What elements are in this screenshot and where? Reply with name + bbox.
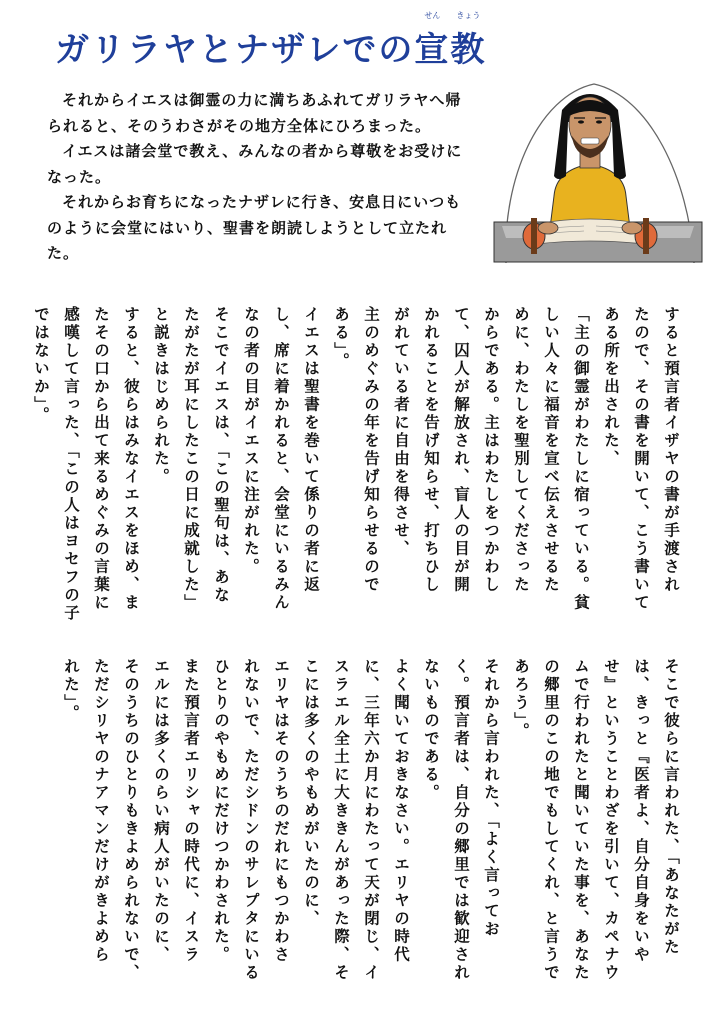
text-column: ある所を出された、 xyxy=(602,306,620,468)
jesus-reading-scroll-icon xyxy=(484,78,712,278)
text-column: ムで行われたと聞いていた事を、あなた xyxy=(572,658,590,982)
text-column: そこでイエスは、「この聖句は、あな xyxy=(212,306,230,605)
text-column: また預言者エリシャの時代に、イスラ xyxy=(182,658,200,964)
intro-paragraph: イエスは諸会堂で教え、みんなの者から尊敬をお受けになった。 xyxy=(47,142,463,186)
ruby-kyou: きょう xyxy=(456,11,481,20)
intro-paragraphs xyxy=(47,88,472,267)
text-column: 「主の御霊がわたしに宿っている。貧 xyxy=(572,306,590,612)
intro-paragraph: それからイエスは御霊の力に満ちあふれてガリラヤへ帰られると、そのうわさがその地方全体にひろまった。 xyxy=(47,91,462,135)
title-text: ガリラヤとナザレでの xyxy=(55,30,415,70)
text-column: に、三年六か月にわたって天が閉じ、イ xyxy=(362,658,380,982)
title-char-sen: 宣 xyxy=(414,30,451,70)
text-column: 主のめぐみの年を告げ知らせるので xyxy=(362,306,380,594)
text-column: エルには多くのらい病人がいたのに、 xyxy=(152,658,170,964)
text-column: すると預言者イザヤの書が手渡され xyxy=(662,306,680,594)
text-column: たので、その書を開いて、こう書いて xyxy=(632,306,650,612)
text-column: イエスは聖書を巻いて係りの者に返 xyxy=(302,306,320,594)
page-title xyxy=(55,11,487,70)
text-column: すると、彼らはみなイエスをほめ、ま xyxy=(122,306,140,612)
ruby-sen: せん xyxy=(424,11,441,20)
text-column: からである。主はわたしをつかわし xyxy=(482,306,500,594)
text-column: れないで、ただシドンのサレプタにいる xyxy=(242,658,260,982)
text-column: たがたが耳にしたこの日に成就した」 xyxy=(182,306,200,612)
text-column: めに、わたしを聖別してくださった xyxy=(512,306,530,594)
text-column: ではないか」。 xyxy=(32,306,50,425)
text-column: し、席に着かれると、会堂にいるみん xyxy=(272,306,290,612)
text-column: しい人々に福音を宣べ伝えさせるた xyxy=(542,306,560,594)
text-column: かれることを告げ知らせ、打ちひし xyxy=(422,306,440,594)
text-column: ただシリヤのナアマンだけがきよめら xyxy=(92,658,110,964)
text-column: よく聞いておきなさい。エリヤの時代 xyxy=(392,658,410,964)
text-column: ひとりのやもめにだけつかわされた。 xyxy=(212,658,230,964)
text-column: せ』ということわざを引いて、カペナウ xyxy=(602,658,620,982)
text-column: なの者の目がイエスに注がれた。 xyxy=(242,306,260,576)
text-column: て、囚人が解放され、盲人の目が開 xyxy=(452,306,470,594)
text-column: たその口から出て来るめぐみの言葉に xyxy=(92,306,110,612)
intro-paragraph: それからお育ちになったナザレに行き、安息日にいつものように会堂にはいり、聖書を朗読しようとして立たれた。 xyxy=(47,193,462,262)
text-column: れた」。 xyxy=(62,658,80,723)
text-column: ないものである。 xyxy=(422,658,440,802)
text-column: ある」。 xyxy=(332,306,350,371)
text-column: それから言われた、「よく言ってお xyxy=(482,658,500,939)
title-kanji-sen xyxy=(414,11,451,71)
text-column: そこで彼らに言われた、「あなたがた xyxy=(662,658,680,957)
text-column: は、きっと『医者よ、自分自身をいや xyxy=(632,658,650,964)
text-column: く。預言者は、自分の郷里では歓迎され xyxy=(452,658,470,982)
text-column: エリヤはそのうちのだれにもつかわさ xyxy=(272,658,290,964)
text-column: の郷里のこの地でもしてくれ、と言うで xyxy=(542,658,560,982)
text-column: がれている者に自由を得させ、 xyxy=(392,306,410,558)
title-char-kyou: 教 xyxy=(450,30,487,70)
text-column: 感嘆して言った、「この人はヨセフの子 xyxy=(62,306,80,623)
text-column: あろう」。 xyxy=(512,658,530,741)
text-column: こには多くのやもめがいたのに、 xyxy=(302,658,320,928)
text-column: と説きはじめられた。 xyxy=(152,306,170,486)
title-kanji-kyou xyxy=(450,11,487,71)
text-column: スラエル全土に大ききんがあった際、そ xyxy=(332,658,350,982)
text-column: そのうちのひとりもきよめられないで、 xyxy=(122,658,140,982)
